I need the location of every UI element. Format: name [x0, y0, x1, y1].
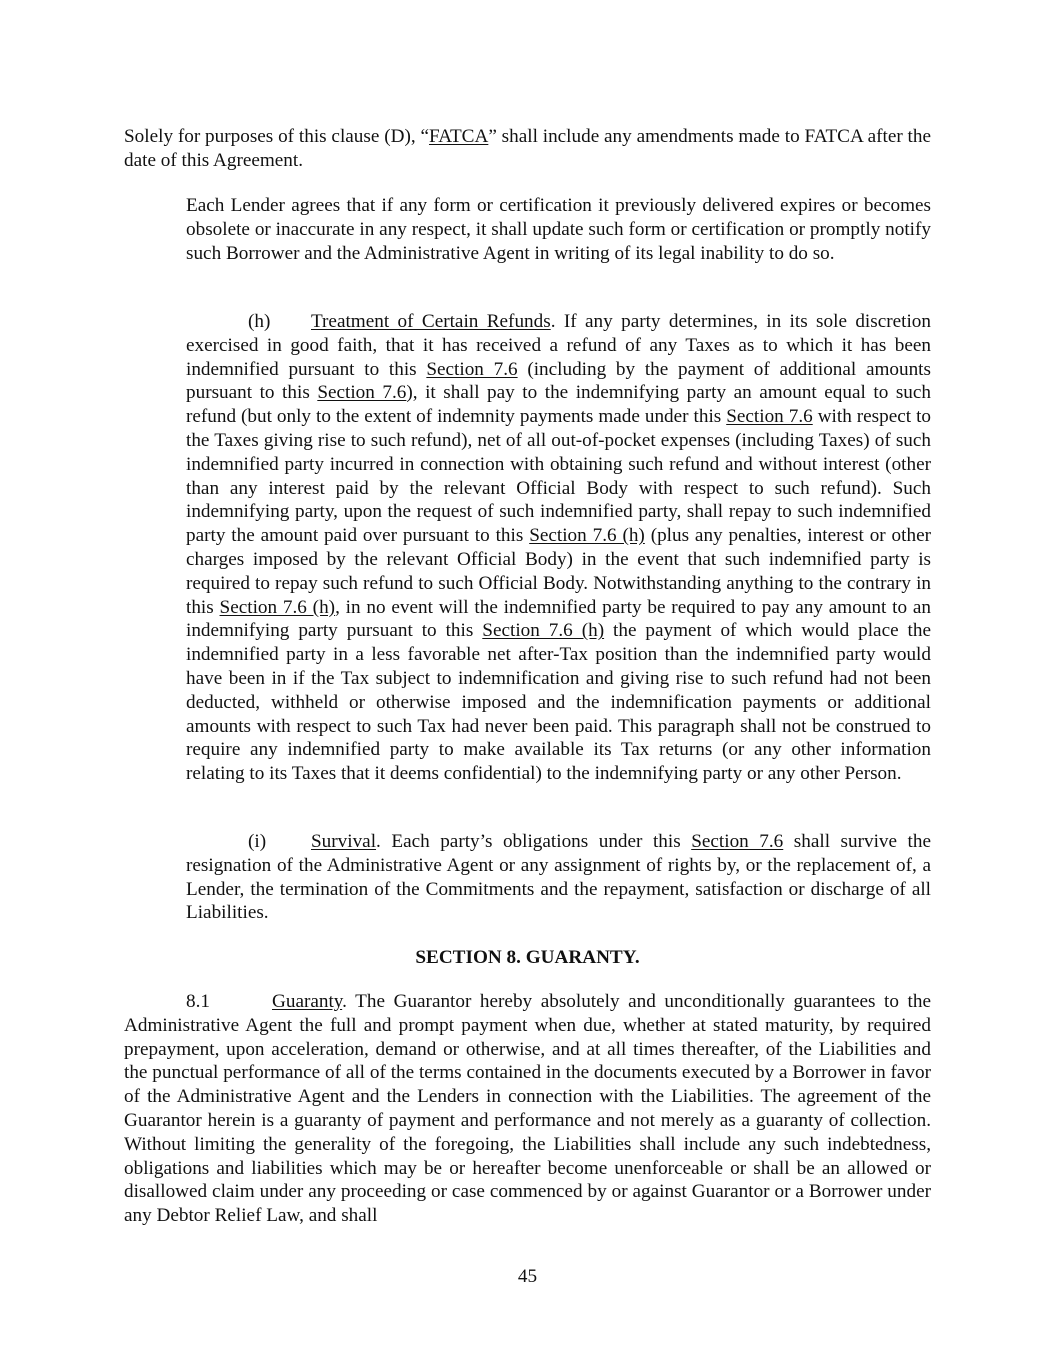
text-run: ), it shall pay to the indemnifying party an amount equal to such refund (but only to the extent of indemnity payments made under this — [186, 382, 931, 428]
text-run: the payment of which would place the indemnified party in a less favorable net after-Tax position than the indemnified party would have been in if the Tax subject to indemnification and giving rise to such refund had not been deducted, withheld or otherwise imposed and the indemnification payments or additional amounts with respect to such Tax had never been paid. This paragraph shall not be construed to require any indemnified party to make available its Tax returns (or any other information relating to its Taxes that it deems confidential) to the indemnifying party or any other Person. — [186, 620, 931, 785]
text-run: ” shall include any amendments made to FATCA after the date of this Agreement. — [124, 126, 931, 171]
clause-number: 8.1 — [186, 991, 210, 1012]
section-reference: Section 7.6 — [426, 358, 518, 380]
lender-paragraph: Each Lender agrees that if any form or certification it previously delivered expires or becomes obsolete or inaccurate in any respect, it shall update such form or certification or promptly notify such Borrower and the Administrative Agent in writing of its legal inability to do so. — [186, 195, 931, 264]
clause-title: Survival — [311, 831, 377, 852]
section-reference: Section 7.6 — [726, 406, 813, 428]
page-number: 45 — [517, 1266, 538, 1287]
section-reference: Section 7.6 (h) — [529, 525, 645, 547]
text-run: . The Guarantor hereby absolutely and unconditionally guarantees to the Administrative Agent the full and prompt payment when due, whether at stated maturity, by required prepayment, upon acceleration, demand or otherwise, and at all times thereafter, of the Liabilities and the punctual performance of all of the terms contained in the documents executed by a Borrower in favor of the Administrative Agent and the Lenders in connection with the Liabilities. The agreement of the Guarantor herein is a guaranty of payment and performance and not merely as a guaranty of collection. Without limiting the generality of the foregoing, the Liabilities shall include any such indebtedness, obligations and liabilities which may be or hereafter become unenforceable or shall be an allowed or disallowed claim under any proceeding or case commenced by or against Guarantor or a Borrower under any Debtor Relief Law, and shall — [124, 991, 931, 1227]
clause-number: (i) — [248, 831, 267, 852]
section-heading: SECTION 8. GUARANTY. — [415, 947, 640, 968]
clause-number: (h) — [248, 311, 271, 332]
text-run: Solely for purposes of this clause (D), “ — [124, 126, 429, 147]
text-run: (including by the payment of additional amounts pursuant to this — [186, 358, 931, 404]
text-run: (plus any penalties, interest or other charges imposed by the relevant Official Body) in the event that such indemnified party is required to repay such refund to such Official Body. Notwithstanding anything to the contrary in this — [186, 525, 931, 618]
section-reference: Section 7.6 (h) — [219, 596, 336, 618]
fatca-term: FATCA — [428, 126, 489, 147]
section-reference: Section 7.6 — [317, 382, 407, 404]
text-run: with respect to the Taxes giving rise to such refund), net of all out-of-pocket expenses (including Taxes) of such indemnified party incurred in connection with obtaining such refund and without interest (other than any interest paid by the relevant Official Body with respect to such refund). Such indemnifying party, upon the request of such indemnified party, shall repay to such indemnified party the amount paid over pursuant to this — [186, 406, 931, 547]
section-reference: Section 7.6 (h) — [482, 620, 605, 642]
guaranty-paragraph — [124, 990, 931, 1228]
section-h-paragraph — [186, 310, 931, 786]
clause-title: Guaranty — [272, 991, 343, 1012]
fatca-paragraph — [124, 125, 931, 173]
clause-title: Treatment of Certain Refunds — [311, 311, 551, 332]
text-run: . Each party’s obligations under this — [376, 831, 692, 852]
text-run: , in no event will the indemnified party be required to pay any amount to an indemnifying party pursuant to this — [186, 596, 931, 642]
section-i-paragraph — [186, 830, 931, 925]
section-reference: Section 7.6 — [691, 831, 784, 852]
text-run: shall survive the resignation of the Administrative Agent or any assignment of rights by, or the replacement of, a Lender, the termination of the Commitments and the repayment, satisfaction or discharge of all Liabilities. — [186, 831, 931, 924]
text-run: . If any party determines, in its sole discretion exercised in good faith, that it has received a refund of any Taxes as to which it has been indemnified pursuant to this — [186, 311, 931, 380]
